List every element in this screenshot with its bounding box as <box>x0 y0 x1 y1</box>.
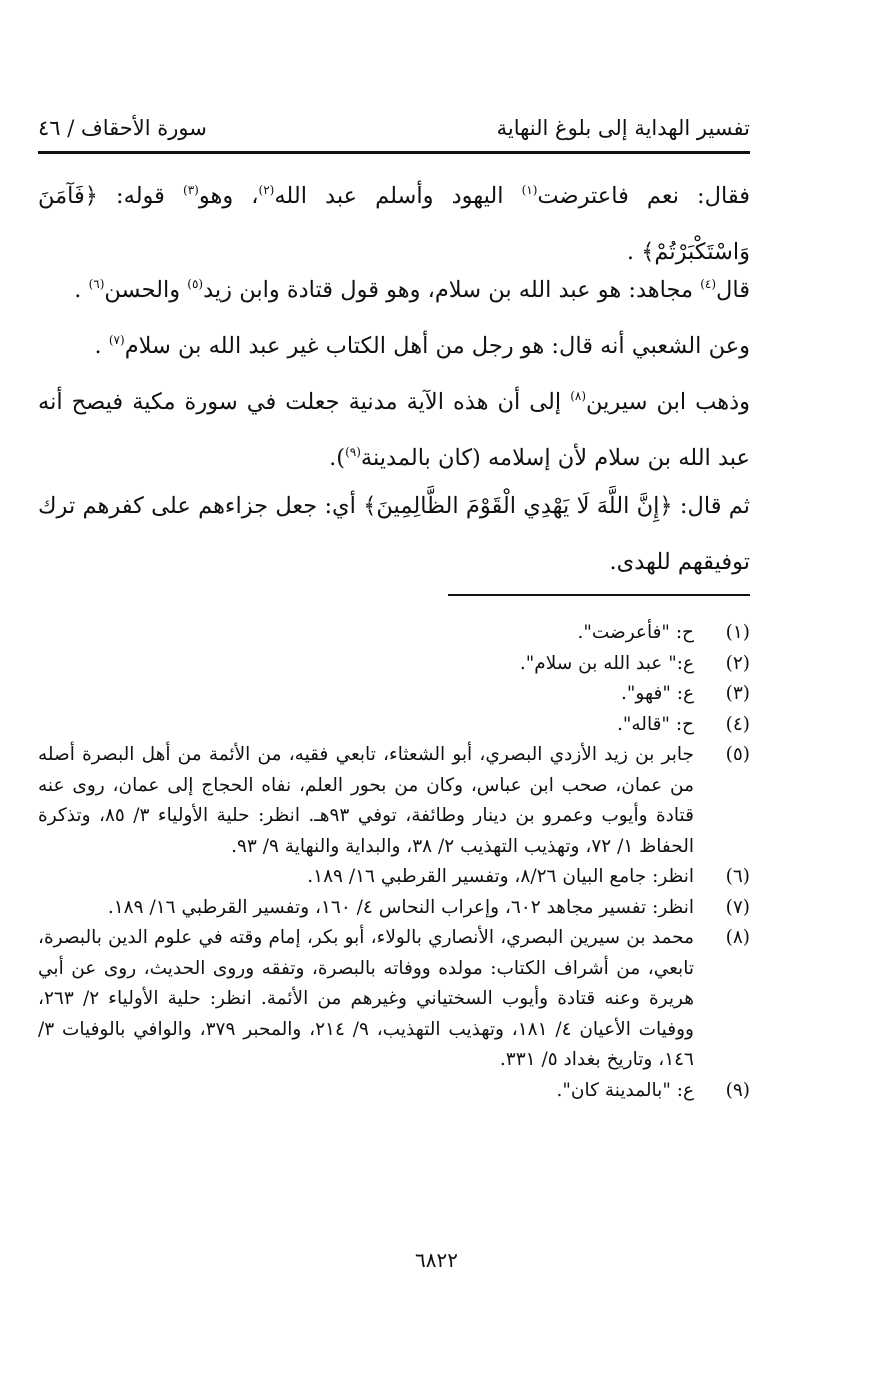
footnote-item <box>38 862 750 893</box>
footnote-item <box>38 893 750 924</box>
footnote-number: (٣) <box>725 683 750 704</box>
body-paragraph-2: قال$^{(٤)}$ مجاهد: هو عبد الله بن سلام، وهو قول قتادة وابن زيد$^{(٥)}$ والحسن$^{(٦)}$ . <box>74 277 750 303</box>
footnote-ref-3: (٣) <box>183 183 199 197</box>
header-divider <box>38 151 750 154</box>
body-paragraph-4: وذهب ابن سيرين$^{(٨)}$ إلى أن هذه الآية مدنية جعلت في سورة مكية فيصح أنه عبد الله بن سلام لأن إسلامه (كان بالمدينة$^{(٩)}$). <box>38 389 750 471</box>
footnote-item <box>38 710 750 741</box>
footnote-item <box>38 679 750 710</box>
footnote-text: ع: "بالمدينة كان". <box>556 1079 694 1101</box>
footnotes <box>38 618 750 1106</box>
footnote-number: (٨) <box>725 927 750 948</box>
body-paragraph-1: فقال: نعم فاعترضت$^{(١)}$ اليهود وأسلم عبد الله$^{(٢)}$، وهو$^{(٣)}$ قوله: ﴿فَآمَنَ وَاسْتَكْبَرْتُمْ﴾ . <box>38 183 750 265</box>
footnote-number: (٢) <box>725 652 750 674</box>
footnote-text: ع:" عبد الله بن سلام". <box>519 652 694 674</box>
footnote-number: (٤) <box>725 713 750 735</box>
footnote-text: انظر: جامع البيان ٨/٢٦، وتفسير القرطبي ١٦/ ١٨٩. <box>307 866 694 887</box>
quran-verse: ﴿فَآمَنَ وَاسْتَكْبَرْتُمْ﴾ <box>38 183 750 265</box>
footnote-item <box>38 649 750 680</box>
footnote-text: ح: "قاله". <box>617 713 694 735</box>
running-header <box>38 108 750 148</box>
surah-page-label: سورة الأحقاف / ٤٦ <box>38 116 207 140</box>
body-paragraph-3: وعن الشعبي أنه قال: هو رجل من أهل الكتاب غير عبد الله بن سلام$^{(٧)}$ . <box>94 333 750 359</box>
footnote-item <box>38 1076 750 1107</box>
footnote-item <box>38 618 750 649</box>
footnote-ref-9: (٩) <box>345 445 361 459</box>
footnote-item <box>38 923 750 1076</box>
footnote-divider <box>448 594 750 596</box>
footnote-number: (٦) <box>725 866 750 887</box>
footnote-ref-1: (١) <box>521 183 538 197</box>
footnote-number: (٩) <box>725 1079 750 1101</box>
footnote-text: جابر بن زيد الأزدي البصري، أبو الشعثاء، تابعي فقيه، من الأئمة من أهل البصرة أصله من عمان، صحب ابن عباس، وكان من بحور العلم، نفاه الحجاج إلى عمان، روى عنه قتادة وأيوب وعمرو بن دينار وطائفة، توفي ٩٣هـ. انظر: حلية الأولياء ٣/ ٨٥، وتذكرة الحفاظ ١/ ٧٢، وتهذيب التهذيب ٢/ ٣٨، والبداية والنهاية ٩/ ٩٣. <box>38 744 694 857</box>
footnote-ref-7: (٧) <box>108 333 125 347</box>
footnote-text: محمد بن سيرين البصري، الأنصاري بالولاء، أبو بكر، إمام وقته في علوم الدين بالبصرة، تابعي، من أشراف الكتاب: مولده ووفاته بالبصرة، وتفقه وروى الحديث، روى عن أبي هريرة وعنه قتادة وأيوب السختياني وغيرهم من الأئمة. انظر: حلية الأولياء ٢/ ٢٦٣، ووفيات الأعيان ٤/ ١٨١، وتهذيب التهذيب، ٩/ ٢١٤، والمحبر ٣٧٩، والوافي بالوفيات ٣/ ١٤٦، وتاريخ بغداد ٥/ ٣٣١. <box>38 927 694 1070</box>
footnote-number: (٥) <box>725 744 750 765</box>
page-number: ٦٨٢٢ <box>415 1248 458 1272</box>
footnote-number: (١) <box>725 622 750 643</box>
footnote-ref-4: (٤) <box>700 277 717 291</box>
book-title: تفسير الهداية إلى بلوغ النهاية <box>496 116 750 140</box>
body-paragraph-5: ثم قال: ﴿إِنَّ اللَّهَ لَا يَهْدِي الْقَوْمَ الظَّالِمِينَ﴾ أي: جعل جزاءهم على كفرهم ترك توفيقهم للهدى. <box>38 493 750 575</box>
footnote-ref-5: (٥) <box>187 277 204 291</box>
footnote-item <box>38 740 750 862</box>
footnote-ref-2: (٢) <box>258 183 275 197</box>
footnote-number: (٧) <box>725 896 750 918</box>
footnote-text: ع: "فهو". <box>621 683 694 704</box>
footnote-ref-8: (٨) <box>570 389 587 403</box>
footnote-text: ح: "فأعرضت". <box>577 622 694 643</box>
footnote-ref-6: (٦) <box>88 277 105 291</box>
footnote-text: انظر: تفسير مجاهد ٦٠٢، وإعراب النحاس ٤/ ١٦٠، وتفسير القرطبي ١٦/ ١٨٩. <box>107 896 694 918</box>
quran-verse: ﴿إِنَّ اللَّهَ لَا يَهْدِي الْقَوْمَ الظَّالِمِينَ﴾ <box>363 493 673 519</box>
